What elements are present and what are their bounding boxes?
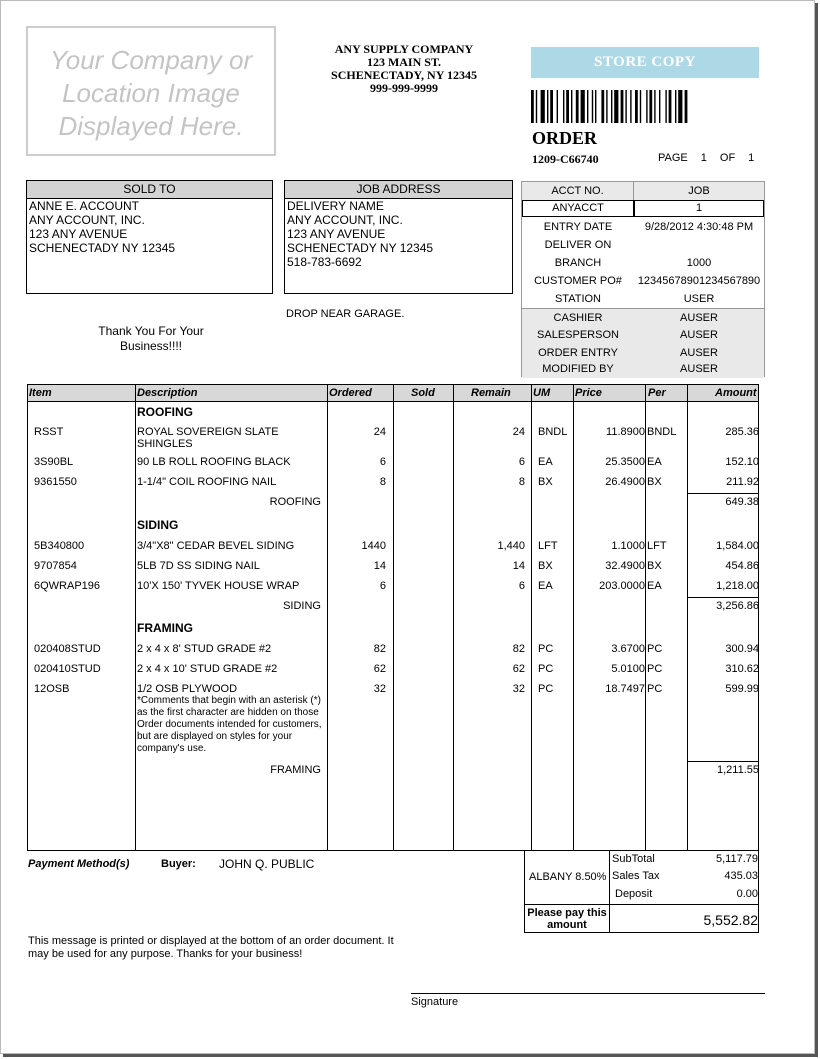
payment-method-label: Payment Method(s) (28, 858, 130, 870)
branch-row: BRANCH 1000 (554, 257, 712, 269)
sales-tax-label: Sales Tax (612, 870, 660, 882)
page-indicator: PAGE 1 OF 1 (658, 152, 755, 164)
col-item: Item (29, 387, 52, 399)
line-items-table: Item Description Ordered Sold Remain UM Price Per Amount ROOFING RSST ROYAL SOVEREIGN SLATE SHINGLES 24 24 BNDL 11.8900 BNDL 285.36 3S90BL 90 LB ROLL ROOFING BLACK 6 6 EA 25.3500 EA 152.10 9361550 1-1/4" COIL ROOFING NAIL 8 8 BX 26.4900 BX 211.92 ROOFING 649.38 SIDING 5B340800 3/4"X8" CEDAR BEVEL SIDING 1440 1,440 LFT 1.1000 LFT 1,584.00 9707854 5LB 7D SS SIDING NAIL 14 14 BX 32.4900 BX 454.86 6QWRAP196 10'X 150' TYVEK HOUSE WRAP 6 6 EA 203.0000 EA 1,218.00 SIDING 3,256.86 FRAMING 020408STUD 2 x 4 x 8' STUD GRADE #2 82 82 PC 3.6700 PC 300.94 020410STUD 2 x 4 x 10' STUD GRADE #2 62 62 PC 5.0100 PC 310.62 12OSB 1/2 OSB PLYWOOD 32 32 PC 18.7497 PC 599.99 *Comments that begin with an asterisk (*) as the first character are hidden on those Order documents intended for customers, but are displayed on styles for your company's use. FRAMING 1,211.55 (27, 384, 759, 851)
company-name: ANY SUPPLY COMPANY (334, 42, 474, 56)
footer-message: This message is printed or displayed at the bottom of an order document. It may be used for any purpose. Thanks for your business! (28, 935, 394, 960)
deposit-label: Deposit (615, 888, 653, 900)
company-header (311, 43, 497, 95)
subtotal-label: SubTotal (612, 853, 655, 865)
group-subtotal-label: ROOFING (269, 496, 321, 508)
sold-to-box (26, 180, 273, 294)
pay-amount-label: Please pay this amount (527, 907, 607, 931)
group-subtotal: 649.38 (725, 496, 759, 508)
company-logo-placeholder: Your Company or Location Image Displayed Here. (26, 26, 276, 156)
sold-to-header: SOLD TO (27, 181, 272, 199)
order-title: ORDER (532, 128, 598, 148)
line-comment: *Comments that begin with an asterisk (*) as the first character are hidden on those Order documents intended for customers, but are displayed on styles for your company's use. (137, 695, 322, 754)
acct-header-row: ACCT NO. JOB (522, 182, 764, 201)
group-title: SIDING (137, 518, 179, 532)
job-address-box (284, 180, 513, 294)
order-number: 1209-C66740 (532, 152, 599, 166)
barcode-icon (531, 90, 743, 123)
acct-value-row: ANYACCT 1 (522, 200, 764, 218)
subtotal-value: 5,117.79 (715, 853, 758, 865)
company-street: 123 MAIN ST. (366, 55, 442, 69)
company-phone: 999-999-9999 (370, 81, 438, 95)
group-subtotal-label: FRAMING (270, 764, 321, 776)
entry-date-row: ENTRY DATE 9/28/2012 4:30:48 PM (543, 221, 754, 233)
sales-tax-value: 435.03 (724, 870, 758, 882)
deposit-value: 0.00 (736, 888, 758, 900)
col-description: Description (137, 387, 198, 399)
col-price: Price (575, 387, 602, 399)
totals-box (524, 850, 759, 933)
order-entry-row: ORDER ENTRY AUSER (522, 344, 764, 362)
group-title: ROOFING (137, 405, 193, 419)
col-per: Per (648, 387, 666, 399)
buyer-label: Buyer: (161, 858, 196, 870)
modified-by-row: MODIFIED BY AUSER (522, 360, 764, 378)
col-um: UM (533, 387, 551, 399)
copy-label: STORE COPY (531, 47, 759, 78)
customer-po-row: CUSTOMER PO# 12345678901234567890 (534, 275, 761, 287)
thank-you-note: Thank You For Your Business!!!! (98, 324, 204, 353)
job-address-header: JOB ADDRESS (285, 181, 512, 199)
group-subtotal-label: SIDING (283, 600, 321, 612)
station-row: STATION USER (554, 293, 715, 305)
signature-line: Signature (411, 993, 765, 1008)
delivery-instructions: DROP NEAR GARAGE. (286, 308, 405, 320)
account-info-panel (521, 181, 765, 377)
col-remain: Remain (471, 387, 511, 399)
job-address: DELIVERY NAME ANY ACCOUNT, INC. 123 ANY AVENUE SCHENECTADY NY 12345 518-783-6692 (287, 199, 434, 269)
buyer-name: JOHN Q. PUBLIC (219, 857, 315, 871)
salesperson-row: SALESPERSON AUSER (522, 326, 764, 344)
cashier-row: CASHIER AUSER (522, 308, 764, 327)
group-title: FRAMING (137, 621, 193, 635)
tax-area: ALBANY 8.50% (529, 871, 607, 883)
deliver-on-row: DELIVER ON (544, 239, 612, 251)
col-ordered: Ordered (329, 387, 372, 399)
group-subtotal: 3,256.86 (716, 600, 759, 612)
total-due: 5,552.82 (703, 912, 758, 928)
sold-to-address: ANNE E. ACCOUNT ANY ACCOUNT, INC. 123 ANY AVENUE SCHENECTADY NY 12345 (29, 199, 176, 255)
company-city: SCHENECTADY, NY 12345 (331, 68, 477, 82)
col-sold: Sold (411, 387, 435, 399)
group-subtotal: 1,211.55 (716, 764, 759, 776)
col-amount: Amount (715, 387, 757, 399)
